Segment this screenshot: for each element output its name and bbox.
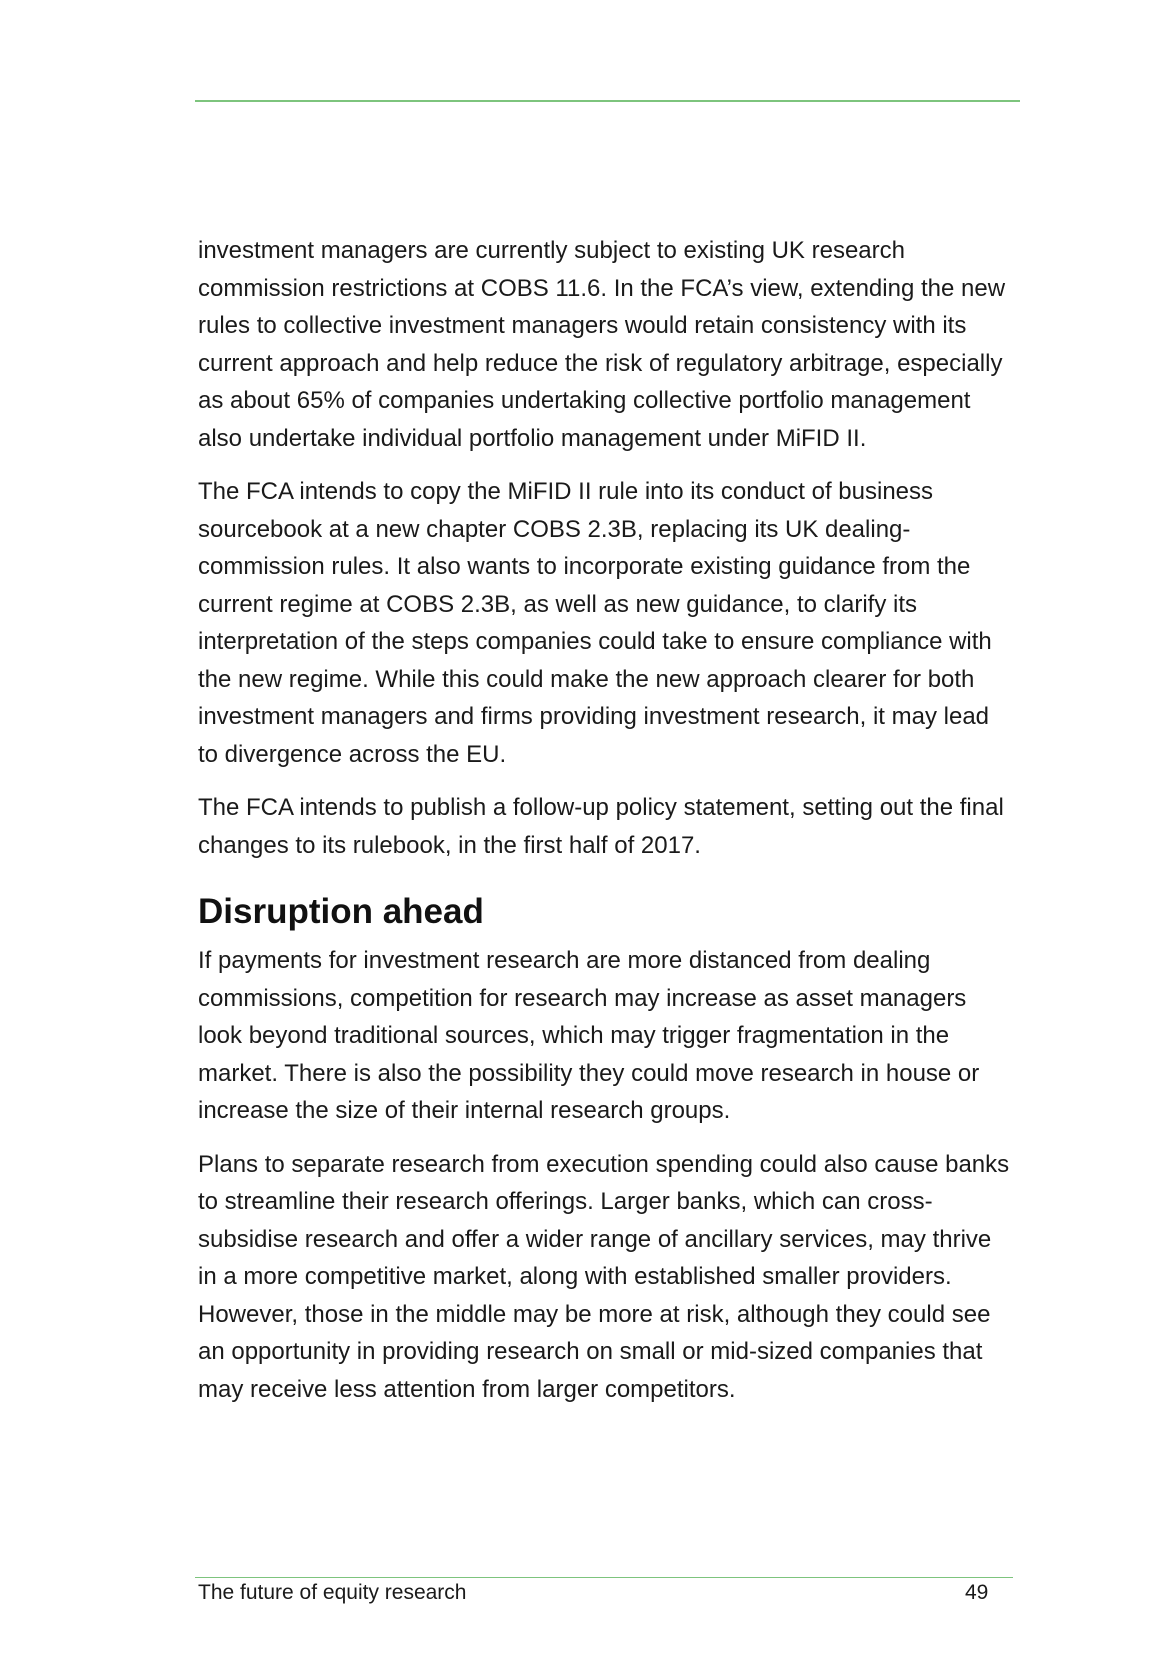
section-heading: Disruption ahead — [198, 892, 484, 931]
body-paragraph-2: The FCA intends to copy the MiFID II rule into its conduct of business sourcebook at a new chapter COBS 2.3B, replacing its UK dealing-commission rules. It also wants to incorporate existing guidance from the current regime at COBS 2.3B, as well as new guidance, to clarify its interpretation of the steps companies could take to ensure compliance with the new regime. While this could make the new approach clearer for both investment managers and firms providing investment research, it may lead to divergence across the EU. — [198, 478, 992, 768]
header-divider — [195, 100, 1020, 102]
footer-title: The future of equity research — [198, 1581, 467, 1604]
body-paragraph-3: The FCA intends to publish a follow-up policy statement, setting out the final changes to its rulebook, in the first half of 2017. — [198, 794, 1004, 859]
body-paragraph-1: investment managers are currently subject to existing UK research commission restrictions at COBS 11.6. In the FCA’s view, extending the new rules to collective investment managers would retain consistency with its current approach and help reduce the risk of regulatory arbitrage, especially as about 65% of companies undertaking collective portfolio management also undertake individual portfolio management under MiFID II. — [198, 237, 1006, 452]
section-paragraph-2: Plans to separate research from execution spending could also cause banks to streamline their research offerings. Larger banks, which can cross-subsidise research and offer a wider range of ancillary services, may thrive in a more competitive market, along with established smaller providers. However, those in the middle may be more at risk, although they could see an opportunity in providing research on small or mid-sized companies that may receive less attention from larger competitors. — [198, 1150, 1010, 1403]
page-body — [198, 232, 1013, 1424]
page-number: 49 — [965, 1581, 989, 1604]
section-paragraph-1: If payments for investment research are more distanced from dealing commissions, competition for research may increase as asset managers look beyond traditional sources, which may trigger fragmentation in the market. There is also the possibility they could move research in house or increase the size of their internal research groups. — [198, 947, 980, 1124]
footer-divider — [195, 1577, 1013, 1578]
